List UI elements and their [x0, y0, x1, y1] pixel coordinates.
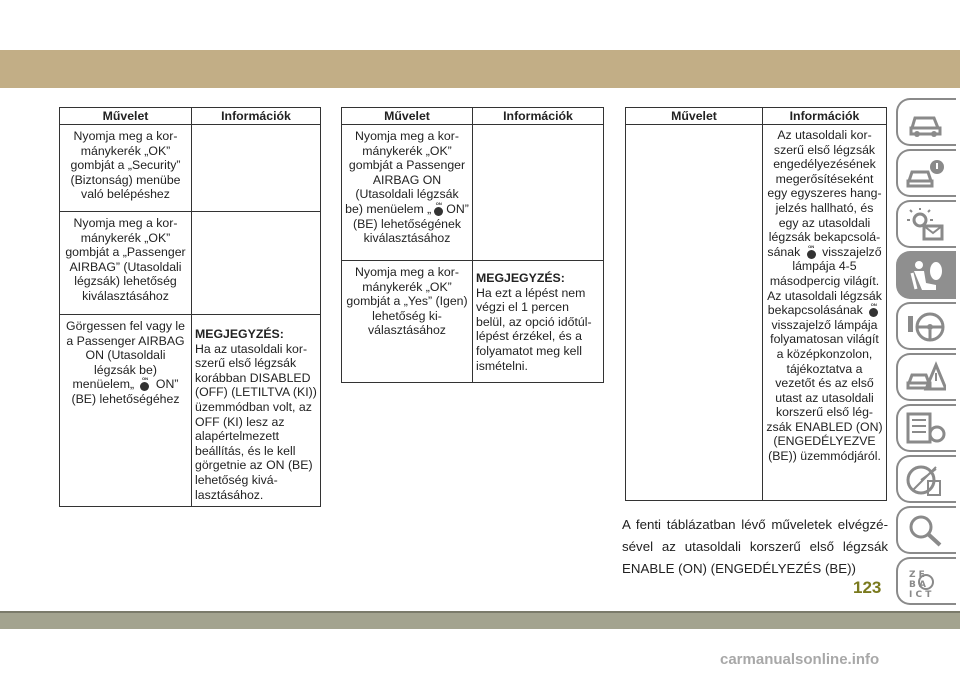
- header-info: Információk: [763, 108, 887, 125]
- car-info-icon[interactable]: [896, 149, 956, 197]
- table-row-action: [626, 125, 763, 501]
- table-row-action: [60, 315, 192, 507]
- footer-band: [0, 613, 960, 629]
- airbag-seat-icon[interactable]: [896, 251, 956, 299]
- svg-text:B A: B A: [909, 580, 926, 590]
- svg-text:I C T: I C T: [909, 590, 932, 599]
- airbag-on-icon: ON: [138, 377, 151, 391]
- page-number: 123: [853, 578, 882, 597]
- search-icon[interactable]: [896, 506, 956, 554]
- action-text: ON” (BE) lehetőségéhez: [71, 377, 180, 406]
- table-row-info: [192, 315, 321, 507]
- table-row-info: [192, 212, 321, 315]
- table-row-info: [473, 125, 604, 261]
- car-dashboard-icon[interactable]: [896, 98, 956, 146]
- info-text: visszajelző lámpája 4-5 másodpercig világít.: [769, 244, 882, 288]
- table-row-action: Nyomja meg a kormánykerék „OK” gombját a „Yes” (Igen) lehetőség kiválasztásához: [342, 261, 473, 383]
- table-row-action: Nyomja meg a kormánykerék „OK” gombját a „Passenger AIRBAG” (Utasoldali légzsák) lehetőség kiválasztásához: [60, 212, 192, 315]
- note-title: MEGJEGYZÉS:: [476, 271, 565, 285]
- action-text: Nyomja meg a kormánykerék „OK” gombját a Passenger AIRBAG ON (Utasoldali légzsák be) menüelem „: [345, 129, 466, 216]
- airbag-on-icon: ON: [867, 303, 880, 317]
- action-text: Görgessen fel vagy le a Passenger AIRBAG ON (Utasoldali légzsák be) menüelem„: [66, 319, 185, 392]
- top-margin: [0, 0, 960, 50]
- alphabet-index-icon[interactable]: [896, 557, 956, 605]
- operation-table-1: [59, 107, 321, 507]
- header-action: Művelet: [626, 108, 763, 125]
- note-text: Ha az utasoldali korszerű első légzsák korábban DISABLED (OFF) (LETILTVA (KI)) üzemmódban volt, az OFF (KI) lesz az alapértelmezett beállítás, és le kell görgetnie az ON (BE) lehetőség kiválasztásához.: [195, 341, 317, 502]
- header-band: [0, 50, 960, 88]
- info-text: visszajelző lámpája folyamatosan világít a középkonzolon, tájékoztatva a vezetőt és az első utast az utasoldali korszerű első légzsák ENABLED (ON) (ENGEDÉLYEZVE (BE)) üzemmódjáról.: [766, 317, 883, 464]
- table-row-action: Nyomja meg a kormánykerék „OK” gombját a „Security” (Biztonság) menübe való belépéshez: [60, 125, 192, 212]
- maintenance-list-icon[interactable]: [896, 404, 956, 452]
- table-row-info: [473, 261, 604, 383]
- chapter-sidebar: [896, 98, 956, 608]
- info-text: Az utasoldali légzsák bekapcsolásának: [767, 288, 882, 318]
- header-info: Információk: [473, 108, 604, 125]
- action-text: ON” (BE) lehetőségének kiválasztásához: [352, 201, 469, 246]
- table-row-action: [342, 125, 473, 261]
- header-action: Művelet: [342, 108, 473, 125]
- operation-table-2: [341, 107, 604, 383]
- specifications-icon[interactable]: [896, 455, 956, 503]
- airbag-on-icon: ON: [805, 245, 818, 259]
- table-row-info: [192, 125, 321, 212]
- header-action: Művelet: [60, 108, 192, 125]
- body-paragraph: A fenti táblázatban lévő műveletek elvégzésével az utasoldali korszerű első légzsák ENABLE (ON) (ENGEDÉLYEZÉS (BE)): [622, 517, 888, 576]
- steering-wheel-icon[interactable]: [896, 302, 956, 350]
- table-row-info: [763, 125, 887, 501]
- warning-lights-icon[interactable]: [896, 200, 956, 248]
- svg-text:Z E: Z E: [909, 570, 925, 580]
- car-breakdown-icon[interactable]: [896, 353, 956, 401]
- note-title: MEGJEGYZÉS:: [195, 327, 284, 341]
- airbag-on-icon: ON: [432, 202, 445, 216]
- watermark: carmanualsonline.info: [720, 651, 880, 668]
- note-text: Ha ezt a lépést nem végzi el 1 percen belül, az opció időtúllépést érzékel, és a folyamatot meg kell ismételni.: [476, 285, 592, 373]
- operation-table-3: [625, 107, 887, 501]
- info-text: Az utasoldali korszerű első légzsák engedélyezésének megerősítéseként egy egyszeres hangjelzés hallható, és egy az utasoldali légzsák bekapcsolásának: [767, 128, 882, 259]
- header-info: Információk: [192, 108, 321, 125]
